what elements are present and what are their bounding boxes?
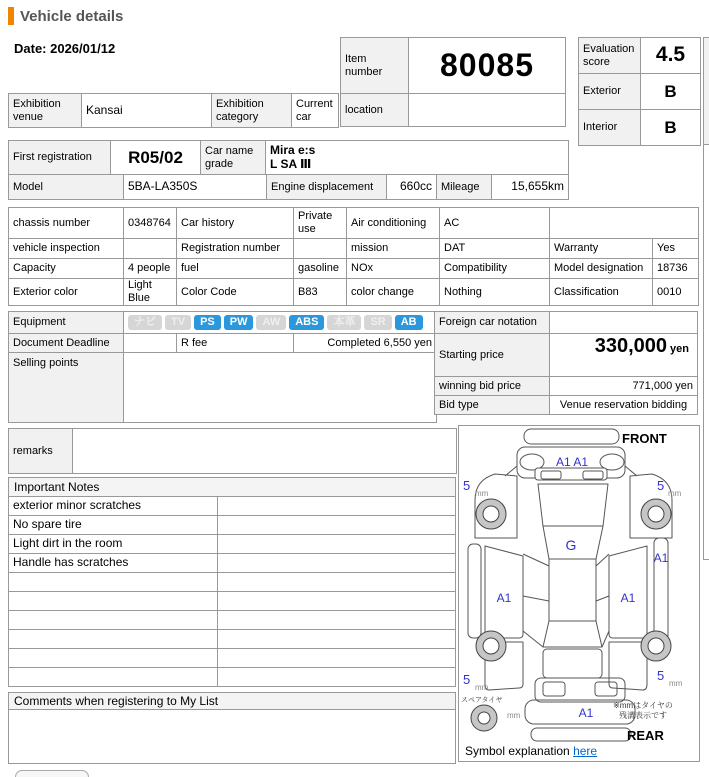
tread-front-left: 5 (463, 478, 471, 493)
exhibition-category-value: Current car (292, 94, 339, 128)
spec-table (8, 207, 699, 306)
registration-number-label: Registration number (177, 239, 294, 259)
equipment-badge-ab: AB (395, 315, 423, 330)
glass-mark: G (565, 537, 577, 553)
model-designation-label: Model designation (550, 259, 653, 279)
chassis-number-value: 0348764 (124, 208, 177, 239)
evaluation-table (578, 37, 701, 146)
item-number-label: Item number (341, 38, 409, 94)
note-row-right (218, 497, 455, 516)
mileage-label: Mileage (437, 175, 492, 200)
interior-grade-label: Interior (579, 110, 641, 146)
model-label: Model (9, 175, 124, 200)
note-row-right (218, 535, 455, 554)
left-sill (468, 544, 481, 638)
symbol-explanation-link[interactable]: here (573, 744, 598, 758)
equipment-badge-ps: PS (194, 315, 221, 330)
note-row-right (218, 611, 455, 630)
mission-label: mission (347, 239, 440, 259)
page-title: Vehicle details (20, 7, 124, 25)
location-value (409, 94, 566, 127)
note-row (9, 668, 218, 687)
mission-value: DAT (440, 239, 550, 259)
price-table (434, 311, 698, 415)
exterior-color-value: Light Blue (124, 279, 177, 306)
equipment-badge-abs: ABS (289, 315, 324, 330)
rear-bumper-mark: A1 (578, 706, 594, 720)
selling-points-label: Selling points (9, 353, 124, 423)
vehicle-diagram (459, 426, 699, 761)
nox-label: NOx (347, 259, 440, 279)
equipment-badge-tv: TV (165, 315, 191, 330)
tread-unit-rear: mm (507, 711, 521, 720)
car-name: Mira e:s (270, 142, 316, 157)
note-row-right (218, 516, 455, 535)
note-row-right (218, 592, 455, 611)
bid-type-value: Venue reservation bidding (550, 396, 698, 415)
exhibition-venue-label: Exhibition venue (9, 94, 82, 128)
exterior-grade-value: B (641, 74, 701, 110)
item-number-table (340, 37, 566, 127)
note-row-right (218, 554, 455, 573)
capacity-value: 4 people (124, 259, 177, 279)
exterior-grade-label: Exterior (579, 74, 641, 110)
classification-value: 0010 (653, 279, 699, 306)
car-name-grade-value (270, 144, 315, 172)
left-door-mark: A1 (496, 591, 512, 605)
exhibition-category-label: Exhibition category (212, 94, 292, 128)
capacity-label: Capacity (9, 259, 124, 279)
interior-grade-value: B (641, 110, 701, 146)
front-bumper-strip (524, 429, 619, 444)
note-row: Light dirt in the room (9, 535, 218, 554)
vehicle-inspection-value (124, 239, 177, 259)
note-row-right (218, 630, 455, 649)
note-row: exterior minor scratches (9, 497, 218, 516)
date-label: Date: 2026/01/12 (14, 41, 116, 56)
classification-label: Classification (550, 279, 653, 306)
first-registration-value: R05/02 (111, 141, 201, 175)
starting-price-value: 330,000 (594, 335, 668, 357)
document-deadline-value (124, 334, 177, 353)
rear-label: REAR (627, 728, 664, 743)
rfee-label: R fee (177, 334, 294, 353)
bid-type-label: Bid type (435, 396, 550, 415)
registration-table (8, 140, 569, 200)
symbol-explanation-text: Symbol explanation (465, 744, 570, 758)
model-designation-value: 18736 (653, 259, 699, 279)
note-row (9, 630, 218, 649)
right-side-mark: A1 (653, 551, 669, 565)
color-code-label: Color Code (177, 279, 294, 306)
mileage-value: 15,655km (492, 175, 569, 200)
rear-bumper-strip (531, 728, 631, 741)
right-edge-cutoff-label-column (703, 37, 709, 145)
exterior-color-label: Exterior color (9, 279, 124, 306)
remarks-value (73, 429, 457, 474)
remarks-label: remarks (9, 429, 73, 474)
warranty-label: Warranty (550, 239, 653, 259)
spec-row1-empty (550, 208, 699, 239)
vehicle-diagram-box (458, 425, 700, 762)
mylist-comments-header: Comments when registering to My List (9, 693, 455, 710)
tread-unit-fl: mm (475, 489, 489, 498)
note-row (9, 611, 218, 630)
tread-note-line2: 残溝表示です (619, 711, 667, 720)
tread-note-line1: ※mmはタイヤの (613, 701, 673, 710)
item-number-value: 80085 (409, 38, 566, 94)
front-label: FRONT (622, 431, 667, 446)
tread-rear-left: 5 (463, 672, 471, 687)
equipment-badge-leather: 本革 (327, 315, 361, 330)
color-change-label: color change (347, 279, 440, 306)
note-row: No spare tire (9, 516, 218, 535)
important-notes-table (8, 477, 456, 687)
trunk (543, 649, 602, 678)
front-cowl (535, 468, 607, 480)
exhibition-venue-value: Kansai (82, 94, 212, 128)
rear-window (543, 621, 602, 647)
note-row (9, 573, 218, 592)
air-conditioning-value: AC (440, 208, 550, 239)
document-deadline-label: Document Deadline (9, 334, 124, 353)
symbol-explanation (465, 744, 597, 758)
warranty-value: Yes (653, 239, 699, 259)
front-bumper-mark: A1 A1 (555, 455, 589, 469)
model-value: 5BA-LA350S (124, 175, 267, 200)
vehicle-inspection-label: vehicle inspection (9, 239, 124, 259)
starting-price-unit: yen (670, 343, 689, 355)
engine-displacement-label: Engine displacement (267, 175, 387, 200)
page-title-block (8, 7, 123, 25)
winning-bid-price-label: winning bid price (435, 377, 550, 396)
first-registration-label: First registration (9, 141, 111, 175)
remarks-table (8, 428, 457, 474)
fuel-label: fuel (177, 259, 294, 279)
equipment-badges (124, 312, 437, 334)
rfee-value: Completed 6,550 yen (294, 334, 437, 353)
car-grade: L SA Ⅲ (270, 156, 312, 171)
car-history-label: Car history (177, 208, 294, 239)
note-row-right (218, 573, 455, 592)
nox-value: Compatibility (440, 259, 550, 279)
tread-front-right: 5 (657, 478, 665, 493)
note-row-right (218, 649, 455, 668)
exhibition-table (8, 93, 339, 128)
hood (538, 484, 608, 526)
tread-unit-fr: mm (668, 489, 682, 498)
note-row-right (218, 668, 455, 687)
winning-bid-price-value: 771,000 yen (550, 377, 698, 396)
color-change-value: Nothing (440, 279, 550, 306)
note-row: Handle has scratches (9, 554, 218, 573)
car-name-grade-label: Car name grade (201, 141, 266, 175)
tread-rear-right: 5 (657, 668, 665, 683)
equipment-badge-pw: PW (224, 315, 254, 330)
equipment-badge-sr: SR (364, 315, 391, 330)
bottom-button-partial[interactable] (15, 770, 89, 777)
car-history-value: Private use (294, 208, 347, 239)
tread-unit-rr: mm (669, 679, 683, 688)
evaluation-score-value: 4.5 (641, 38, 701, 74)
registration-number-value (294, 239, 347, 259)
equipment-label: Equipment (9, 312, 124, 334)
color-code-value: B83 (294, 279, 347, 306)
foreign-car-notation-value (550, 312, 698, 334)
important-notes-header: Important Notes (9, 478, 455, 497)
title-accent-bar (8, 7, 14, 25)
chassis-number-label: chassis number (9, 208, 124, 239)
evaluation-score-label: Evaluation score (579, 38, 641, 74)
equipment-badge-navi: ナビ (128, 315, 162, 330)
equipment-badge-aw: AW (256, 315, 286, 330)
mylist-comments-box (8, 692, 456, 764)
right-edge-cutoff-body (703, 145, 709, 560)
air-conditioning-label: Air conditioning (347, 208, 440, 239)
selling-points-value (124, 353, 437, 423)
starting-price-label: Starting price (435, 334, 550, 377)
spare-tire-label: スペアタイヤ (461, 697, 503, 704)
tread-unit-rl: mm (475, 683, 489, 692)
right-door-mark: A1 (620, 591, 636, 605)
engine-displacement-value: 660cc (387, 175, 437, 200)
note-row (9, 592, 218, 611)
foreign-car-notation-label: Foreign car notation (435, 312, 550, 334)
roof (549, 559, 596, 621)
note-row (9, 649, 218, 668)
fuel-value: gasoline (294, 259, 347, 279)
location-label: location (341, 94, 409, 127)
mylist-comments-value (9, 710, 455, 764)
equipment-table (8, 311, 437, 423)
